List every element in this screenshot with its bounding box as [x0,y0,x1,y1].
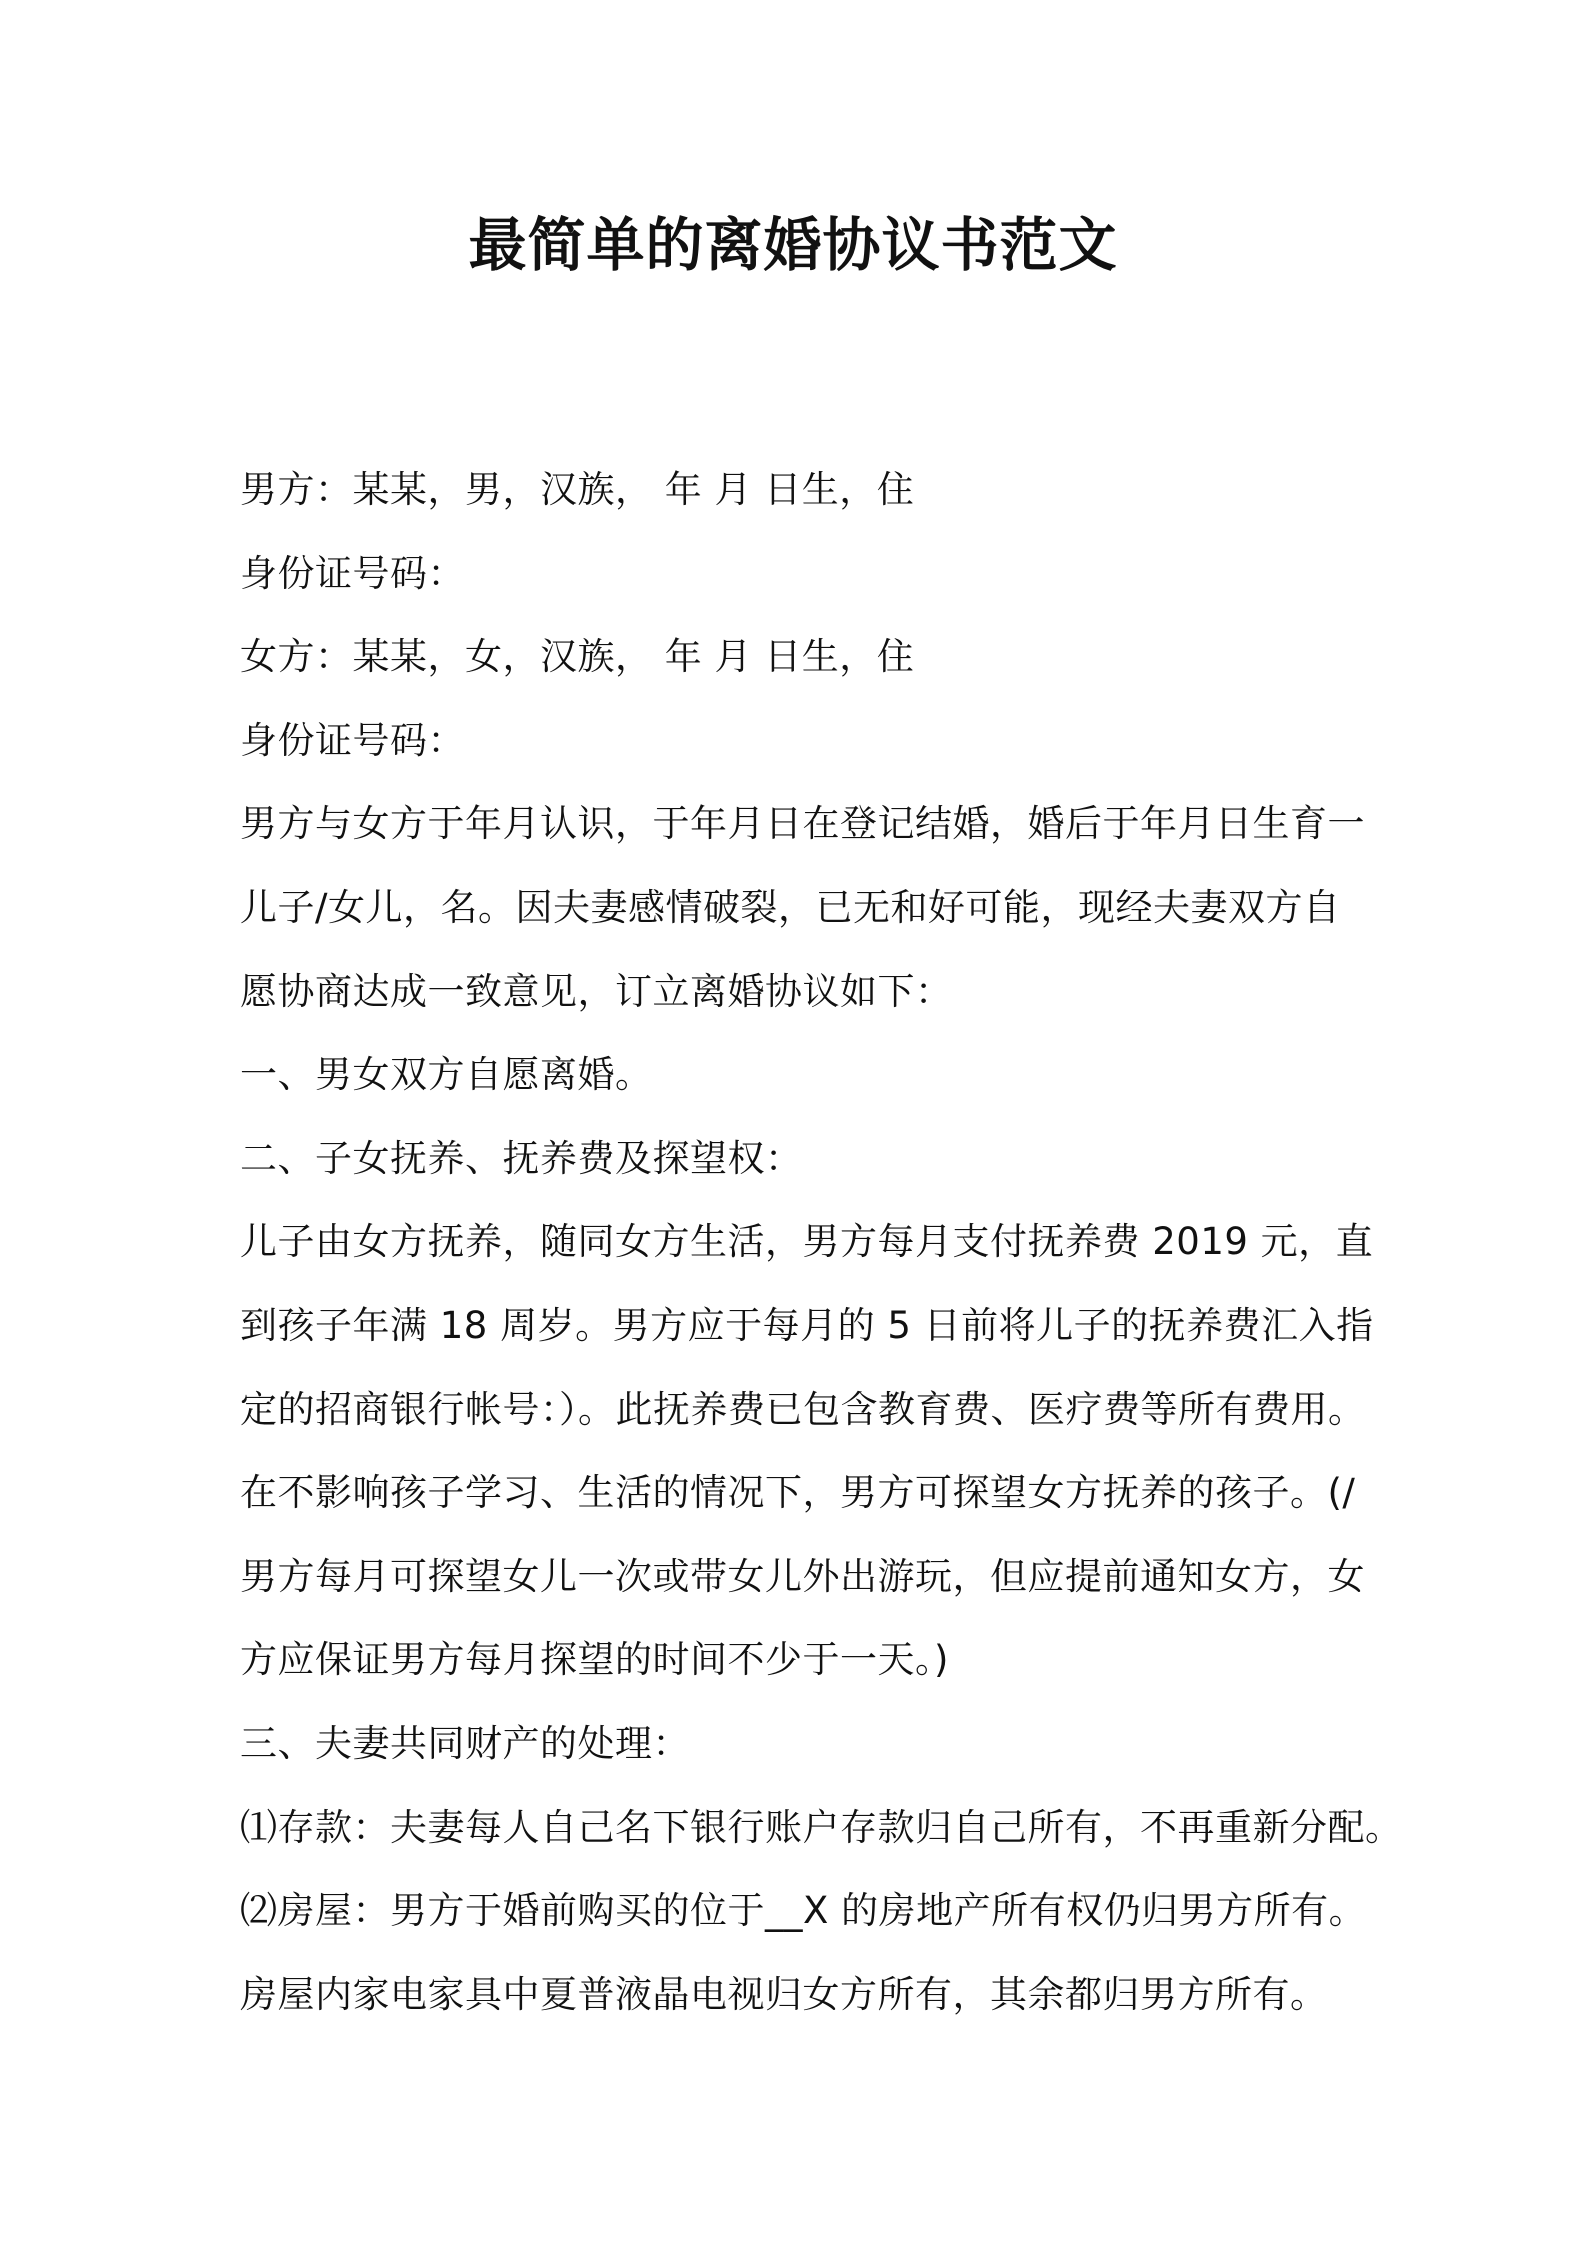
text-line: 男方每月可探望女儿一次或带女儿外出游玩，但应提前通知女方，女 [240,1554,1365,1598]
document-body [240,448,1403,2036]
text-line: 儿子/女儿，名。因夫妻感情破裂，已无和好可能，现经夫妻双方自 [240,885,1341,929]
text-line: 方应保证男方每月探望的时间不少于一天。) [240,1638,949,1682]
text-line: 男方与女方于年月认识，于年月日在登记结婚，婚后于年月日生育一 [240,802,1365,846]
text-line: 在不影响孩子学习、生活的情况下，男方可探望女方抚养的孩子。(/ [240,1471,1356,1515]
text-line: ⑴存款：夫妻每人自己名下银行账户存款归自己所有，不再重新分配。 [240,1805,1403,1849]
text-line: 儿子由女方抚养，随同女方生活，男方每月支付抚养费 2019 元，直 [240,1220,1374,1264]
text-line: 房屋内家电家具中夏普液晶电视归女方所有，其余都归男方所有。 [240,1972,1328,2016]
text-line: 定的招商银行帐号：）。此抚养费已包含教育费、医疗费等所有费用。 [240,1387,1366,1431]
text-line: 一、男女双方自愿离婚。 [240,1053,653,1097]
text-line: ⑵房屋：男方于婚前购买的位于__X 的房地产所有权仍归男方所有。 [240,1889,1367,1933]
text-line: 到孩子年满 18 周岁。男方应于每月的 5 日前将儿子的抚养费汇入指 [240,1303,1374,1347]
document-title: 最简单的离婚协议书范文 [468,211,1118,279]
text-line: 身份证号码： [240,718,465,762]
text-line: 男方：某某，男，汉族， 年 月 日生，住 [240,468,915,511]
text-line: 二、子女抚养、抚养费及探望权： [240,1136,803,1180]
text-line: 愿协商达成一致意见，订立离婚协议如下： [240,969,953,1013]
text-line: 三、夫妻共同财产的处理： [240,1721,690,1765]
text-line: 女方：某某，女，汉族， 年 月 日生，住 [240,635,915,679]
text-line: 身份证号码： [240,551,465,595]
